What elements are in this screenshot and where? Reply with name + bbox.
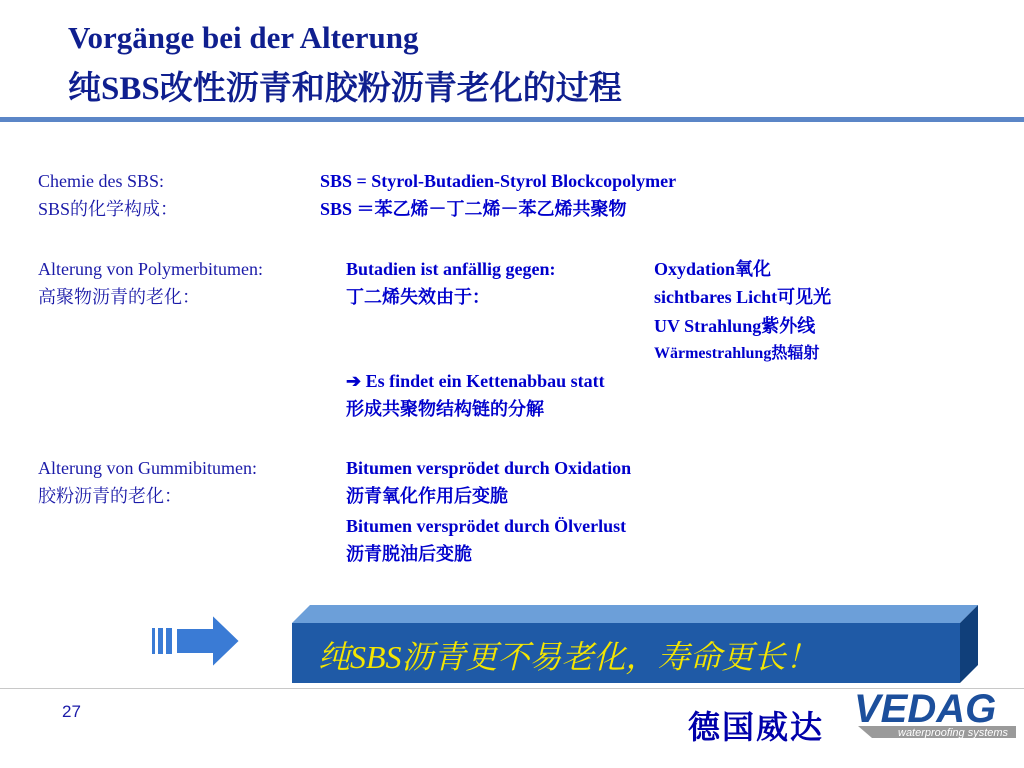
svg-text:VEDAG: VEDAG xyxy=(854,687,997,731)
title-divider xyxy=(0,117,1024,122)
gummi-line: Bitumen versprödet durch Ölverlust xyxy=(346,516,627,536)
polymer-result-text: Es findet ein Kettenabbau statt xyxy=(365,371,605,391)
aging-factor: Oxydation氧化 xyxy=(654,259,772,279)
polymer-result-de xyxy=(346,370,605,392)
vedag-logo xyxy=(852,686,1016,746)
page-number: 27 xyxy=(62,702,81,721)
gummi-line: 沥青脱油后变脆 xyxy=(346,544,472,564)
svg-text:waterproofing systems: waterproofing systems xyxy=(898,727,1009,739)
aging-factor: Wärmestrahlung热辐射 xyxy=(654,345,820,362)
polymer-cause-de: Butadien ist anfällig gegen: xyxy=(346,259,556,279)
aging-factor: sichtbares Licht可见光 xyxy=(654,287,832,307)
polymer-aging-label-de: Alterung von Polymerbitumen: xyxy=(38,259,263,279)
gummi-aging-label-de: Alterung von Gummibitumen: xyxy=(38,458,257,478)
gummi-line: Bitumen versprödet durch Oxidation xyxy=(346,458,632,478)
sbs-definition-zh: SBS ＝苯乙烯－丁二烯－苯乙烯共聚物 xyxy=(320,199,627,219)
slide-title-de: Vorgänge bei der Alterung xyxy=(68,20,419,55)
sbs-label-zh: SBS的化学构成： xyxy=(38,199,179,219)
sbs-definition-de: SBS = Styrol-Butadien-Styrol Blockcopolymer xyxy=(320,171,677,191)
sbs-label-de: Chemie des SBS: xyxy=(38,171,165,191)
arrow-icon xyxy=(150,612,242,670)
gummi-aging-label-zh: 胶粉沥青的老化： xyxy=(38,486,182,506)
slide-title-zh: 纯SBS改性沥青和胶粉沥青老化的过程 xyxy=(68,71,622,107)
polymer-result-zh: 形成共聚物结构链的分解 xyxy=(346,399,544,419)
polymer-cause-zh: 丁二烯失效由于： xyxy=(346,287,490,307)
conclusion-text: 纯SBS沥青更不易老化，寿命更长！ xyxy=(318,639,818,675)
company-name-zh: 德国威达 xyxy=(688,709,825,745)
polymer-aging-label-zh: 高聚物沥青的老化： xyxy=(38,287,200,307)
gummi-line: 沥青氧化作用后变脆 xyxy=(346,486,508,506)
right-arrow-icon: ➔ xyxy=(346,371,362,391)
aging-factor: UV Strahlung紫外线 xyxy=(654,316,816,336)
